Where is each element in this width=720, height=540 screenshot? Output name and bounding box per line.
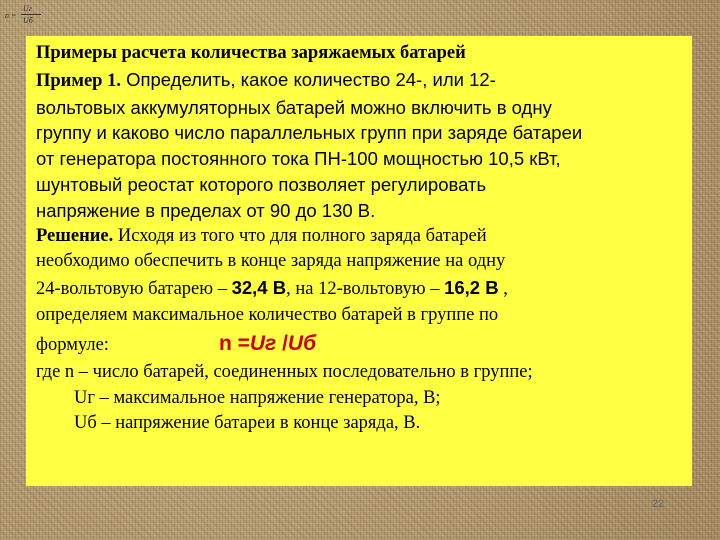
example-line-2: вольтовых аккумуляторных батарей можно включить в одну — [36, 96, 552, 118]
value-24v: 32,4 В — [231, 277, 287, 299]
solution-line-2: необходимо обеспечить в конце заряда напряжение на одну — [36, 251, 506, 272]
solution-label: Решение. — [36, 225, 114, 246]
corner-formula-denominator: Uб — [23, 16, 33, 25]
solution-line-4: определяем максимальное количество батарей в группе по — [36, 304, 499, 325]
example-line-1: Пример 1. Определить, какое количество 24-, или 12- — [36, 68, 496, 91]
corner-formula-numerator: Uг — [23, 4, 32, 13]
solution-line-1: Решение. Исходя из того что для полного заряда батарей — [36, 225, 487, 246]
value-12v: 16,2 В — [444, 277, 499, 299]
corner-formula-lhs: n = — [5, 11, 17, 20]
definition-n: где n – число батарей, соединенных последовательно в группе; — [36, 361, 533, 382]
definition-ub: Uб – напряжение батареи в конце заряда, В. — [74, 413, 421, 434]
corner-formula — [3, 2, 49, 34]
example-line-3: группу и каково число параллельных групп при заряде батареи — [36, 122, 583, 144]
example-line-4: от генератора постоянного тока ПН-100 мощностью 10,5 кВт, — [36, 148, 561, 170]
solution-line-5: формуле: n =Uг /Uб — [36, 331, 317, 355]
definition-ug: Uг – максимальное напряжение генератора, В; — [74, 387, 441, 408]
solution-line-3: 24-вольтовую батарею – 32,4 В, на 12-вольтовую – 16,2 В , — [36, 277, 508, 300]
slide-title: Примеры расчета количества заряжаемых батарей — [36, 43, 466, 63]
example-label: Пример 1. — [36, 70, 121, 91]
example-line-6: напряжение в пределах от 90 до 130 В. — [36, 199, 376, 221]
content-panel — [26, 36, 692, 486]
page-number: 22 — [651, 498, 664, 510]
example-line-5: шунтовый реостат которого позволяет регулировать — [36, 173, 487, 195]
corner-formula-bar — [21, 14, 41, 15]
main-formula: n =Uг /Uб — [218, 331, 317, 355]
